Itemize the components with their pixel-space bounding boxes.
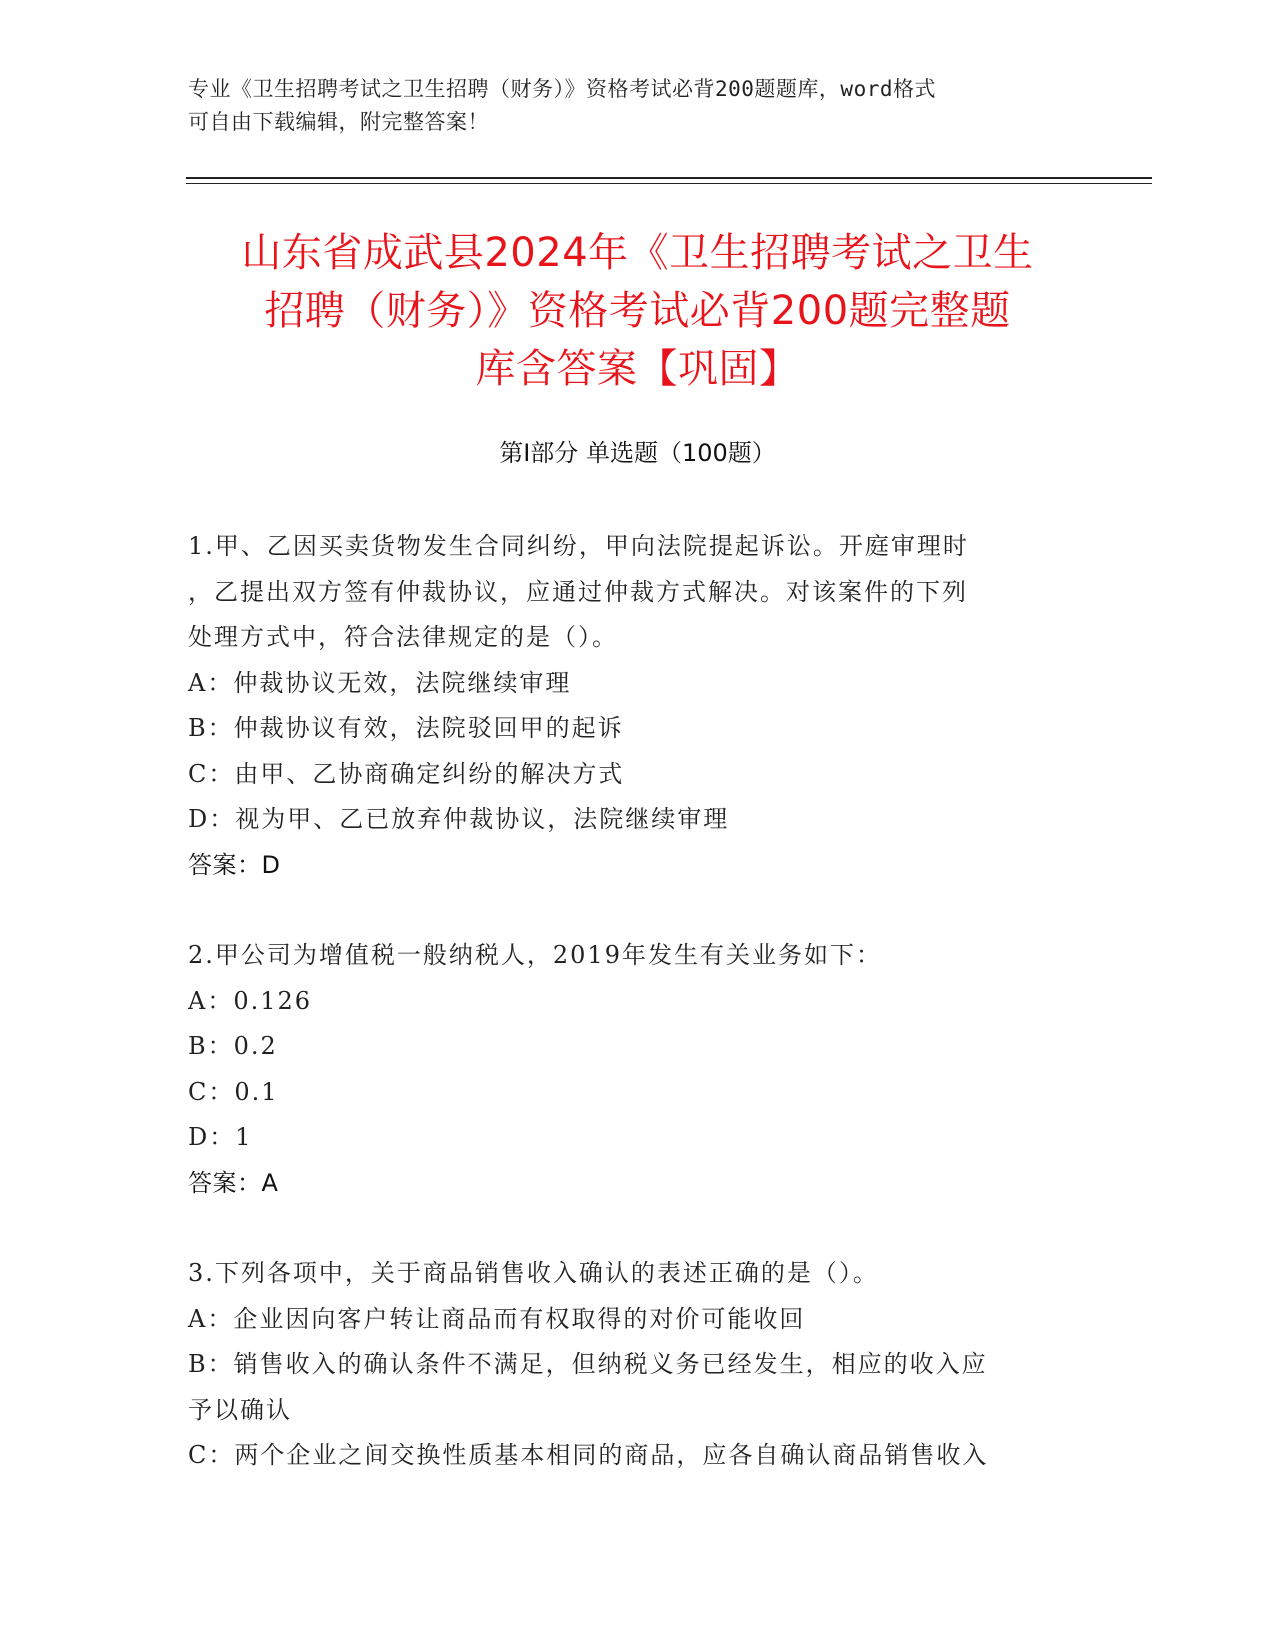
option-c: C：0.1 [188, 1077, 279, 1106]
header-divider-thin [186, 183, 1152, 184]
question-3 [188, 1251, 1088, 1479]
option-a: A：0.126 [188, 986, 313, 1015]
document-title [150, 224, 1125, 398]
title-line-1: 山东省成武县2024年《卫生招聘考试之卫生 [241, 230, 1034, 276]
question-stem-line: ，乙提出双方签有仲裁协议，应通过仲裁方式解决。对该案件的下列 [188, 577, 968, 606]
option-c: C：两个企业之间交换性质基本相同的商品，应各自确认商品销售收入 [188, 1441, 989, 1469]
option-b-continued: 予以确认 [188, 1395, 292, 1424]
option-b: B：销售收入的确认条件不满足，但纳税义务已经发生，相应的收入应 [188, 1350, 988, 1378]
option-a: A：企业因向客户转让商品而有权取得的对价可能收回 [188, 1304, 806, 1333]
header-divider-thick [186, 177, 1152, 179]
option-d: D：1 [188, 1123, 253, 1151]
question-stem-line: 2.甲公司为增值税一般纳税人，2019年发生有关业务如下： [188, 941, 882, 969]
title-line-3: 库含答案【巩固】 [475, 346, 800, 392]
option-b: B：仲裁协议有效，法院驳回甲的起诉 [188, 714, 624, 742]
option-d: D：视为甲、乙已放弃仲裁协议，法院继续审理 [188, 805, 730, 833]
question-stem-line: 处理方式中，符合法律规定的是（）。 [188, 623, 618, 651]
answer-label: 答案：A [188, 1168, 279, 1197]
answer-label: 答案：D [188, 850, 281, 879]
header-note [188, 73, 1068, 139]
question-stem-line: 1.甲、乙因买卖货物发生合同纠纷，甲向法院提起诉讼。开庭审理时 [188, 532, 969, 560]
header-note-line-1: 专业《卫生招聘考试之卫生招聘（财务）》资格考试必背200题题库，word格式 [188, 77, 936, 101]
question-stem-line: 3.下列各项中，关于商品销售收入确认的表述正确的是（）。 [188, 1259, 879, 1287]
question-1 [188, 524, 1088, 888]
header-note-line-2: 可自由下载编辑，附完整答案！ [188, 110, 489, 134]
question-2 [188, 933, 1088, 1206]
option-a: A：仲裁协议无效，法院继续审理 [188, 668, 572, 697]
section-title: 第Ⅰ部分 单选题（100题） [499, 439, 776, 467]
option-c: C：由甲、乙协商确定纠纷的解决方式 [188, 759, 625, 788]
title-line-2: 招聘（财务）》资格考试必背200题完整题 [264, 288, 1011, 334]
option-b: B：0.2 [188, 1032, 278, 1060]
